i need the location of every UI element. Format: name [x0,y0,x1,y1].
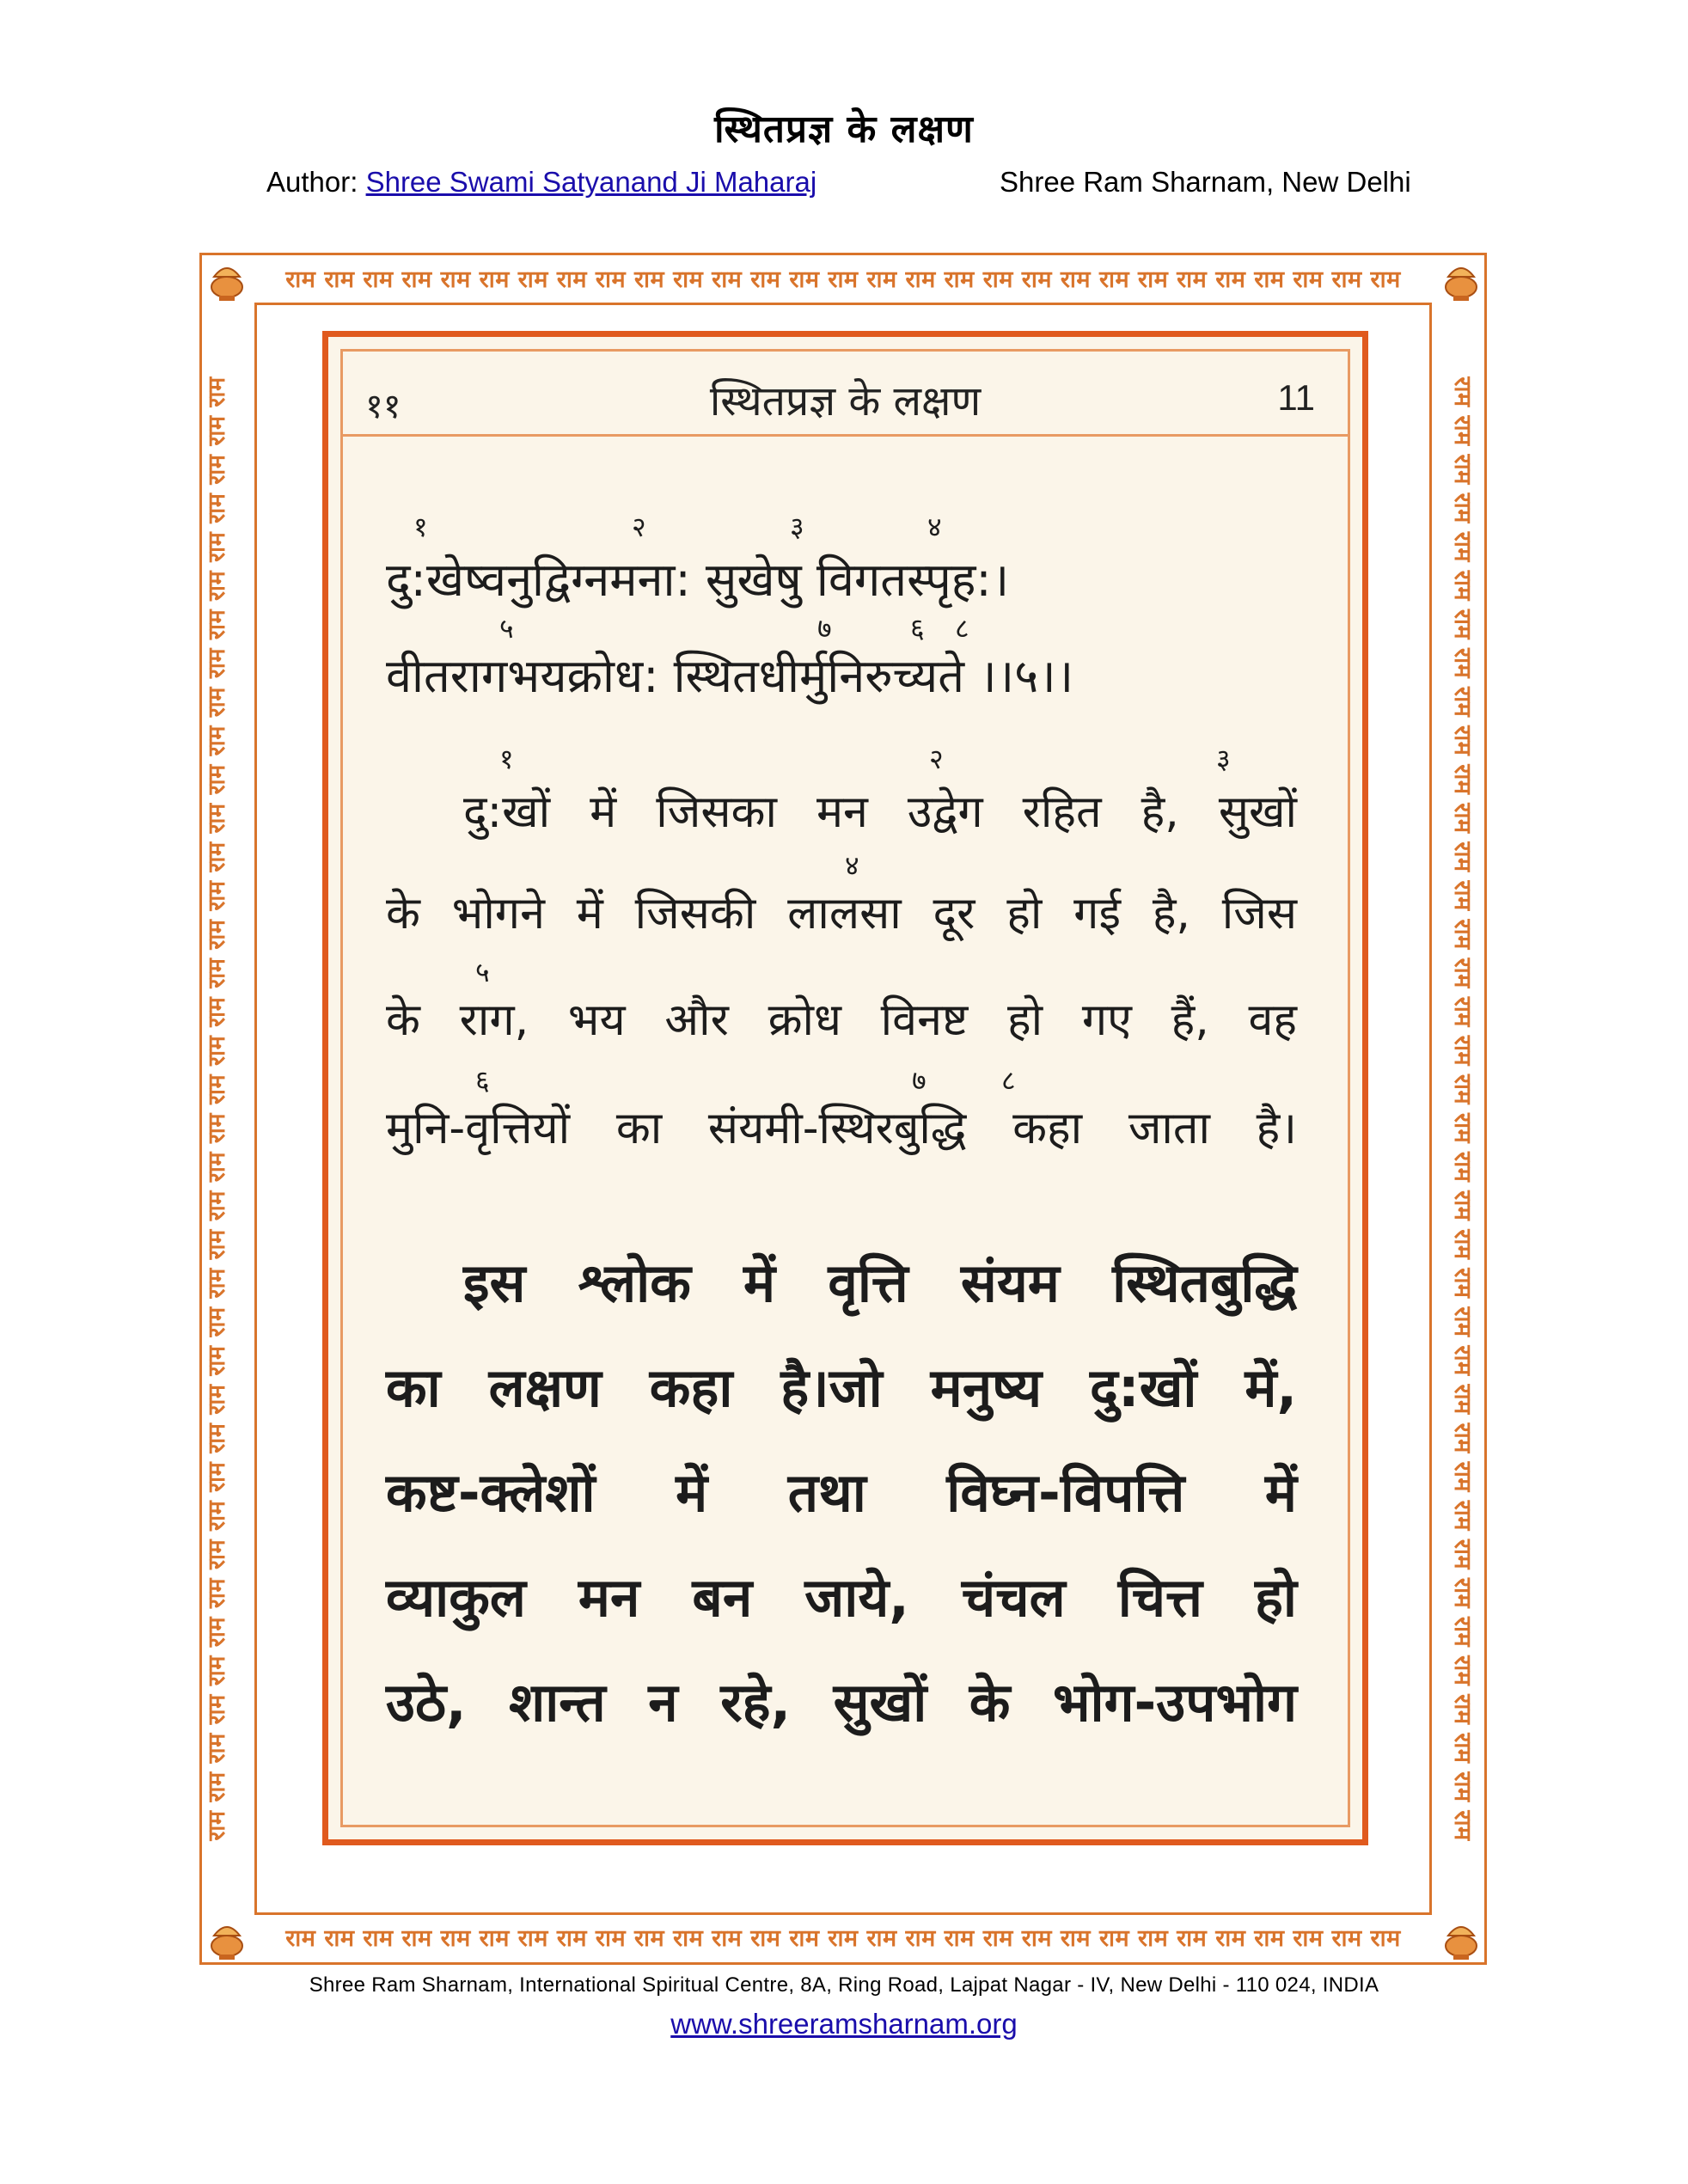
word-number: ५ [499,612,514,645]
verse-line: वीतरागभयक्रोध: स्थितधीर्मुनिरुच्यते ।।५।। [386,649,1074,703]
commentary-line: कष्ट-क्लेशों में तथा विघ्न-विपत्ति में [386,1461,1297,1524]
word-number: ५ [475,956,490,988]
footer-address: Shree Ram Sharnam, International Spiritual Centre, 8A, Ring Road, Lajpat Nagar - IV, New Delhi - 110 024, INDIA [309,1973,1379,1997]
word-number: ७ [912,1064,927,1097]
word-number: ४ [927,511,942,543]
ram-border-left: राम राम राम राम राम राम राम राम राम राम राम राम राम राम राम राम राम राम राम राम राम राम राम राम राम राम राम राम राम राम राम राम राम राम राम राम राम राम [204,376,230,1841]
word-number: ४ [845,849,859,882]
website-link[interactable]: www.shreeramsharnam.org [670,2008,1018,2040]
author-label: Author: [266,166,366,198]
page-number-devanagari: ११ [365,387,401,426]
lotus-kalash-icon [204,256,250,303]
commentary-line: का लक्षण कहा है।जो मनुष्य दु:खों में, [386,1356,1297,1419]
ram-border-right: राम राम राम राम राम राम राम राम राम राम राम राम राम राम राम राम राम राम राम राम राम राम राम राम राम राम राम राम राम राम राम राम राम राम राम राम राम राम [1449,376,1476,1841]
translation-line: दु:खों में जिसका मन उद्वेग रहित है, सुखों [463,786,1297,838]
word-number: ७ [817,612,832,645]
commentary-line: व्याकुल मन बन जाये, चंचल चित्त हो [386,1566,1297,1629]
word-number: ३ [790,511,804,543]
ram-border-top: राम राम राम राम राम राम राम राम राम राम राम राम राम राम राम राम राम राम राम राम राम राम राम राम राम राम राम राम राम [285,266,1401,293]
translation-line: के राग, भय और क्रोध विनष्ट हो गए हैं, वह [386,994,1297,1046]
commentary-line: इस श्लोक में वृत्ति संयम स्थितबुद्धि [463,1251,1297,1314]
commentary-line: उठे, शान्त न रहे, सुखों के भोग-उपभोग [386,1671,1297,1734]
scanned-book-page [322,331,1368,1845]
verse-line: दु:खेष्वनुद्विग्नमना: सुखेषु विगतस्पृह:। [386,553,1010,607]
word-number: १ [413,511,428,543]
book-page-header [343,352,1348,437]
word-number: ६ [475,1064,490,1097]
translation-line: के भोगने में जिसकी लालसा दूर हो गई है, जिस [386,888,1297,939]
organization-name: Shree Ram Sharnam, New Delhi [1000,166,1411,198]
word-number: २ [632,511,646,543]
author-line [266,166,816,199]
author-link[interactable]: Shree Swami Satyanand Ji Maharaj [365,166,817,198]
word-number: १ [499,743,514,775]
book-page-title: स्थितप्रज्ञ के लक्षण [709,377,982,425]
word-number: ८ [955,612,969,645]
word-number: ६ [910,612,925,645]
lotus-kalash-icon [1438,256,1484,303]
word-number: ३ [1216,743,1231,775]
book-page-inner-border [340,349,1350,1827]
word-number: २ [929,743,944,775]
page-number: 11 [1277,377,1315,418]
word-number: ८ [1001,1064,1016,1097]
footer-website [0,2008,1688,2040]
lotus-kalash-icon [204,1915,250,1961]
ram-border-bottom: राम राम राम राम राम राम राम राम राम राम राम राम राम राम राम राम राम राम राम राम राम राम राम राम राम राम राम राम राम [285,1925,1401,1952]
translation-line: मुनि-वृत्तियों का संयमी-स्थिरबुद्धि कहा जाता है। [386,1103,1297,1154]
lotus-kalash-icon [1438,1915,1484,1961]
document-title: स्थितप्रज्ञ के लक्षण [714,107,974,151]
